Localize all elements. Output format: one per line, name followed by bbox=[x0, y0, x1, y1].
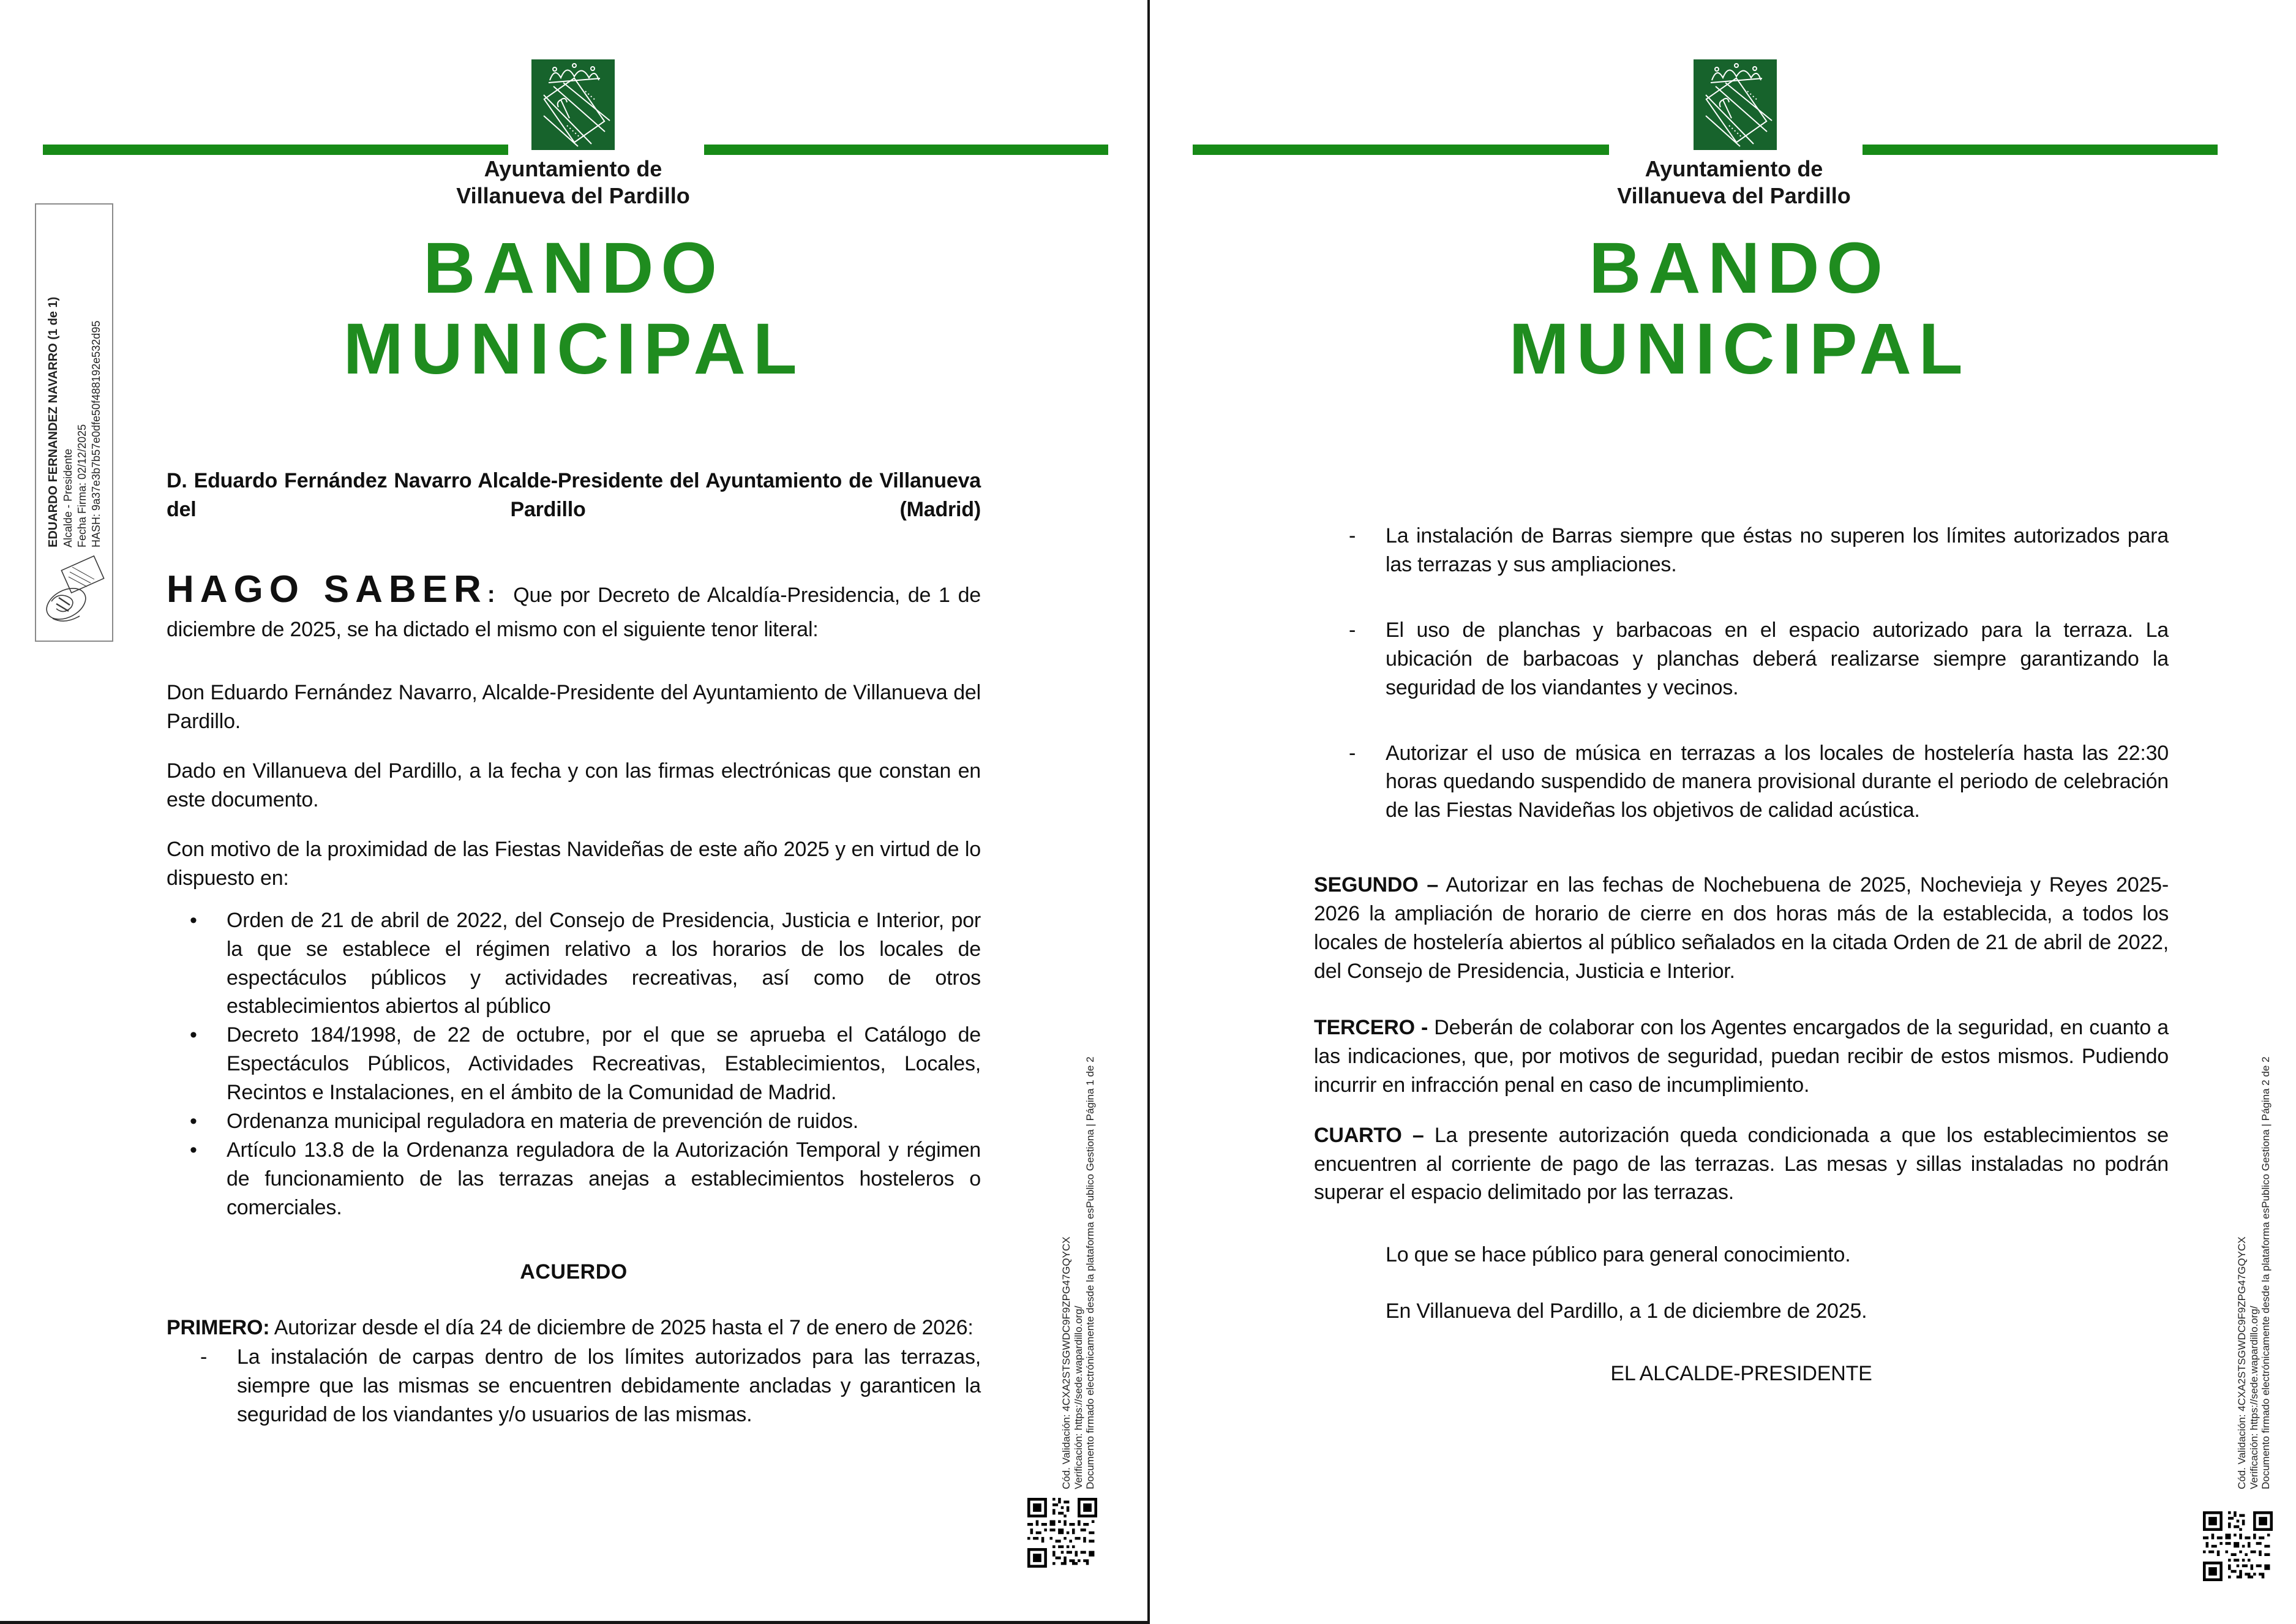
esigned-note: Documento firmado electrónicamente desde la plataforma esPublico Gestiona | Página 2 de 2 bbox=[2260, 1056, 2272, 1489]
page2-body bbox=[1314, 522, 2169, 1388]
primero-text: Autorizar desde el día 24 de diciembre de 2025 hasta el 7 de enero de 2026: bbox=[274, 1315, 974, 1339]
coat-of-arms-logo bbox=[1694, 59, 1777, 150]
bullet-icon: • bbox=[190, 908, 197, 932]
list-item-text: Autorizar el uso de música en terrazas a los locales de hostelería hasta las 22:30 horas quedando suspendido de manera provisional durante el periodo de celebración de las Fiestas Navideñas los objetivos de calidad acústica. bbox=[1386, 741, 2169, 822]
mayor-intro-heading: D. Eduardo Fernández Navarro Alcalde-Presidente del Ayuntamiento de Villanueva del Pardillo (Madrid) bbox=[167, 469, 981, 521]
list-item bbox=[167, 1021, 981, 1107]
list-item-text: La instalación de carpas dentro de los límites autorizados para las terrazas, siempre que las mismas se encuentren debidamente ancladas y garanticen la seguridad de los viandantes y/o usuarios de las mismas. bbox=[237, 1345, 981, 1427]
dash-icon: - bbox=[1349, 524, 1356, 547]
bullet-icon: • bbox=[190, 1023, 197, 1047]
signature-sidebar bbox=[35, 203, 113, 642]
list-item-text: La instalación de Barras siempre que éstas no superen los límites autorizados para las terrazas y sus ampliaciones. bbox=[1386, 524, 2169, 576]
closing-place-date: En Villanueva del Pardillo, a 1 de diciembre de 2025. bbox=[1386, 1299, 1867, 1323]
signer-name: EDUARDO FERNANDEZ NAVARRO (1 de 1) bbox=[47, 296, 60, 547]
bullet-icon: • bbox=[190, 1110, 197, 1133]
primero-label: PRIMERO: bbox=[167, 1315, 270, 1339]
organization-name bbox=[1550, 156, 1918, 209]
segundo-label: SEGUNDO – bbox=[1314, 873, 1439, 897]
list-item-text: Artículo 13.8 de la Ordenanza reguladora de la Autorización Temporal y régimen de funcionamiento de las terrazas anejas a establecimientos hosteleros o comerciales. bbox=[227, 1138, 981, 1219]
list-item bbox=[167, 1107, 981, 1136]
hago-saber-colon: : bbox=[487, 581, 495, 607]
list-item bbox=[1314, 522, 2169, 579]
list-item-text: Ordenanza municipal reguladora en materia de prevención de ruidos. bbox=[227, 1110, 858, 1133]
verification-url: Verificación: https://sede.wapardillo.org/ bbox=[1072, 1306, 1084, 1489]
header-green-bar-left bbox=[43, 145, 508, 155]
document-title-line2: MUNICIPAL bbox=[1509, 309, 1970, 390]
dash-icon: - bbox=[1349, 741, 1356, 765]
primero-paragraph bbox=[167, 1314, 981, 1342]
dash-icon: - bbox=[1349, 618, 1356, 642]
validation-code: Cód. Validación: 4CXA2STSGWDC9F9ZPG47GQYCX bbox=[1060, 1236, 1072, 1489]
acuerdo-heading: ACUERDO bbox=[520, 1260, 628, 1284]
cuarto-label: CUARTO – bbox=[1314, 1123, 1424, 1147]
signature-date: Fecha Firma: 02/12/2025 bbox=[76, 424, 89, 547]
validation-footer-text bbox=[2236, 987, 2272, 1489]
validation-code: Cód. Validación: 4CXA2STSGWDC9F9ZPG47GQYCX bbox=[2236, 1236, 2248, 1489]
list-item bbox=[167, 1136, 981, 1222]
header-green-bar-right bbox=[704, 145, 1108, 155]
page1-body bbox=[167, 467, 981, 1429]
bullet-icon: • bbox=[190, 1138, 197, 1162]
document-title-line2: MUNICIPAL bbox=[343, 309, 805, 390]
header-green-bar-right bbox=[1863, 145, 2218, 155]
validation-footer-text bbox=[1060, 987, 1097, 1489]
signature-sidebar-text bbox=[46, 260, 103, 547]
document-title bbox=[1152, 228, 2296, 389]
document-title-line1: BANDO bbox=[423, 228, 724, 309]
signer-role: Alcalde - Presidente bbox=[62, 448, 74, 547]
list-item-text: El uso de planchas y barbacoas en el espacio autorizado para la terraza. La ubicación de barbacoas y planchas deberá realizarse siempre garantizando la seguridad de los viandantes y vecinos. bbox=[1386, 618, 2169, 699]
list-item bbox=[1314, 616, 2169, 702]
hago-saber-paragraph bbox=[167, 563, 981, 644]
paragraph-dado: Dado en Villanueva del Pardillo, a la fecha y con las firmas electrónicas que constan en este documento. bbox=[167, 759, 981, 811]
tercero-paragraph bbox=[1314, 1013, 2169, 1100]
list-item bbox=[167, 906, 981, 1021]
dash-icon: - bbox=[200, 1345, 208, 1369]
document-title bbox=[0, 228, 1147, 389]
hago-saber-text: Que por Decreto de Alcaldía-Presidencia, de 1 de diciembre de 2025, se ha dictado el mismo con el siguiente tenor literal: bbox=[167, 583, 981, 642]
document-page-2 bbox=[1152, 0, 2296, 1624]
list-item-text: Orden de 21 de abril de 2022, del Consejo de Presidencia, Justicia e Interior, por la que se establece el régimen relativo a los horarios de los locales de espectáculos públicos y actividades recreativas, así como de otros establecimientos abiertos al público bbox=[227, 908, 981, 1018]
organization-name-line2: Villanueva del Pardillo bbox=[1617, 182, 1851, 208]
tercero-text: Deberán de colaborar con los Agentes encargados de la seguridad, en cuanto a las indicaciones, que, por motivos de seguridad, puedan recibir de estos mismos. Pudiendo incurrir en infracción penal en caso de incumplimiento. bbox=[1314, 1015, 2169, 1097]
organization-name-line1: Ayuntamiento de bbox=[1645, 156, 1823, 181]
signature-hash: HASH: 9a37e3b7b57e0dfe50f488192e532d95 bbox=[90, 320, 103, 547]
tercero-label: TERCERO - bbox=[1314, 1015, 1428, 1039]
segundo-text: Autorizar en las fechas de Nochebuena de 2025, Nochevieja y Reyes 2025-2026 la ampliación de horario de cierre en dos horas más de la establecida, a todos los locales de hostelería abiertos al público señalados en la citada Orden de 21 de abril de 2022, del Consejo de Presidencia, Justicia e Interior. bbox=[1314, 873, 2169, 983]
list-item bbox=[167, 1343, 981, 1429]
coat-of-arms-logo bbox=[531, 59, 615, 150]
list-item bbox=[1314, 739, 2169, 825]
organization-name-line1: Ayuntamiento de bbox=[484, 156, 662, 181]
document-title-line1: BANDO bbox=[1589, 228, 1890, 309]
header-green-bar-left bbox=[1193, 145, 1609, 155]
closing-signature-title: EL ALCALDE-PRESIDENTE bbox=[1610, 1362, 1872, 1386]
qr-code bbox=[2203, 1511, 2273, 1581]
cuarto-paragraph bbox=[1314, 1121, 2169, 1208]
hago-saber-label: HAGO SABER bbox=[167, 568, 487, 611]
verification-url: Verificación: https://sede.wapardillo.org/ bbox=[2248, 1306, 2260, 1489]
list-item-text: Decreto 184/1998, de 22 de octubre, por el que se aprueba el Catálogo de Espectáculos Públicos, Actividades Recreativas, Establecimientos, Locales, Recintos e Instalaciones, en el ámbito de la Comunidad de Madrid. bbox=[227, 1023, 981, 1105]
signature-stamp bbox=[40, 545, 108, 638]
paragraph-don: Don Eduardo Fernández Navarro, Alcalde-Presidente del Ayuntamiento de Villanueva del Pardillo. bbox=[167, 681, 981, 734]
closing-public-notice: Lo que se hace público para general conocimiento. bbox=[1386, 1243, 1851, 1267]
cuarto-text: La presente autorización queda condicionada a que los establecimientos se encuentren al corriente de pago de las terrazas. Las mesas y sillas instaladas no podrán superar el espacio delimitado por las terrazas. bbox=[1314, 1123, 2169, 1205]
organization-name bbox=[389, 156, 757, 209]
esigned-note: Documento firmado electrónicamente desde la plataforma esPublico Gestiona | Página 1 de 2 bbox=[1084, 1056, 1097, 1489]
segundo-paragraph bbox=[1314, 871, 2169, 986]
legal-basis-list bbox=[167, 906, 981, 1222]
paragraph-motivo: Con motivo de la proximidad de las Fiestas Navideñas de este año 2025 y en virtud de lo dispuesto en: bbox=[167, 837, 981, 890]
qr-code bbox=[1027, 1498, 1097, 1568]
organization-name-line2: Villanueva del Pardillo bbox=[456, 182, 690, 208]
